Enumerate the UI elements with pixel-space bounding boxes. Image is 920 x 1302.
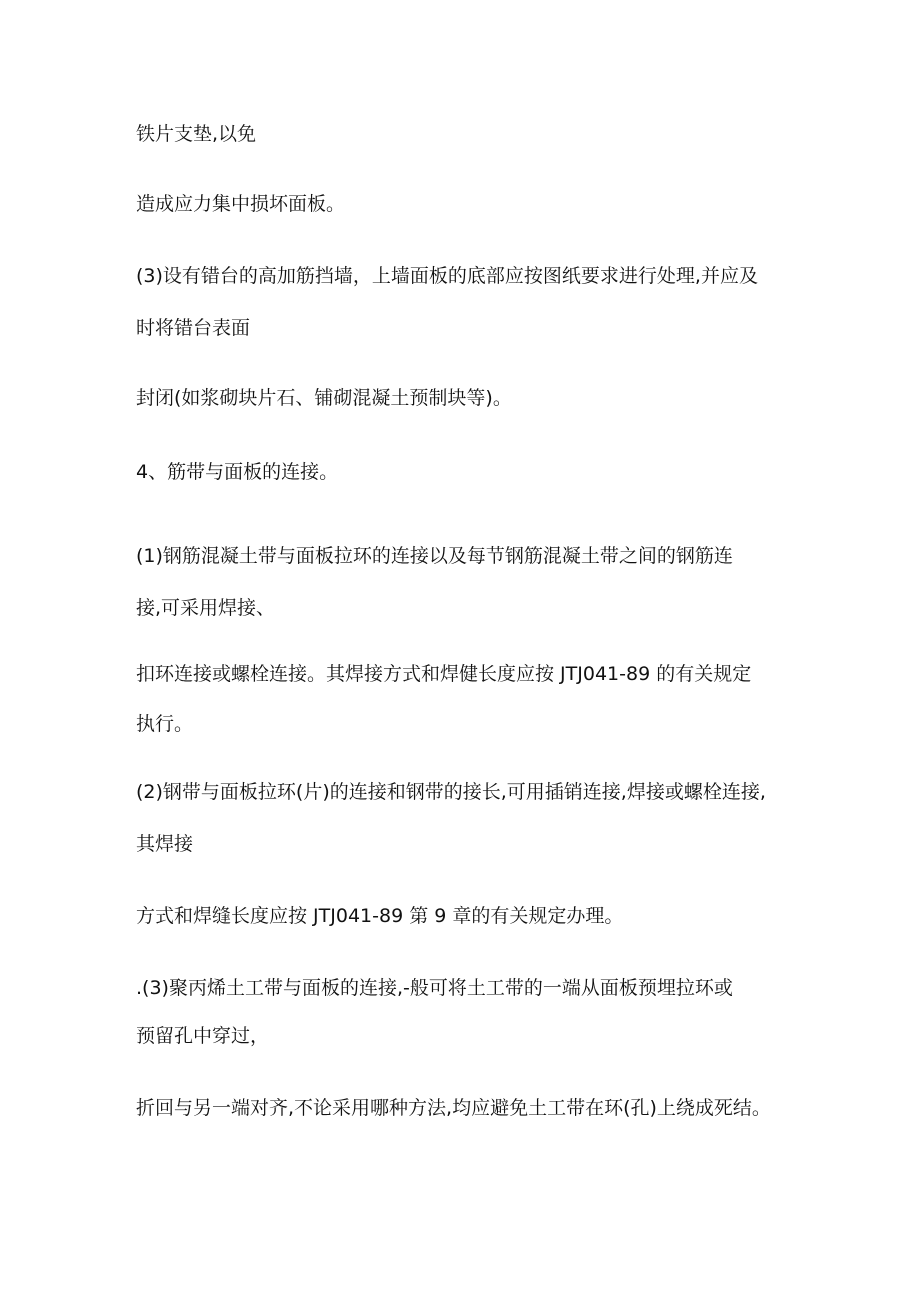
text-line: 造成应力集中损坏面板。 bbox=[136, 193, 346, 215]
text-line: 铁片支垫,以免 bbox=[136, 123, 257, 145]
text-line: .(3)聚丙烯土工带与面板的连接,-般可将土工带的一端从面板预埋拉环或 bbox=[136, 977, 733, 999]
section-heading: 4、筋带与面板的连接。 bbox=[136, 461, 339, 483]
text-line: (3)设有错台的高加筋挡墙，上墙面板的底部应按图纸要求进行处理,并应及 bbox=[136, 265, 758, 287]
text-line: 时将错台表面 bbox=[136, 317, 251, 339]
text-line: 其焊接 bbox=[136, 833, 194, 855]
text-line: (2)钢带与面板拉环(片)的连接和钢带的接长,可用插销连接,焊接或螺栓连接, bbox=[136, 781, 766, 803]
text-line: 预留孔中穿过， bbox=[136, 1025, 270, 1047]
text-line: 方式和焊缝长度应按 JTJ041-89 第 9 章的有关规定办理。 bbox=[136, 905, 624, 927]
text-line: 折回与另一端对齐,不论采用哪种方法,均应避免土工带在环(孔)上绕成死结。 bbox=[136, 1097, 771, 1119]
text-line: 执行。 bbox=[136, 713, 194, 735]
text-line: 封闭(如浆砌块片石、铺砌混凝土预制块等)。 bbox=[136, 387, 512, 409]
text-line: 扣环连接或螺栓连接。其焊接方式和焊健长度应按 JTJ041-89 的有关规定 bbox=[136, 663, 752, 685]
text-line: (1)钢筋混凝土带与面板拉环的连接以及每节钢筋混凝土带之间的钢筋连 bbox=[136, 545, 733, 567]
text-line: 接,可采用焊接、 bbox=[136, 597, 276, 619]
